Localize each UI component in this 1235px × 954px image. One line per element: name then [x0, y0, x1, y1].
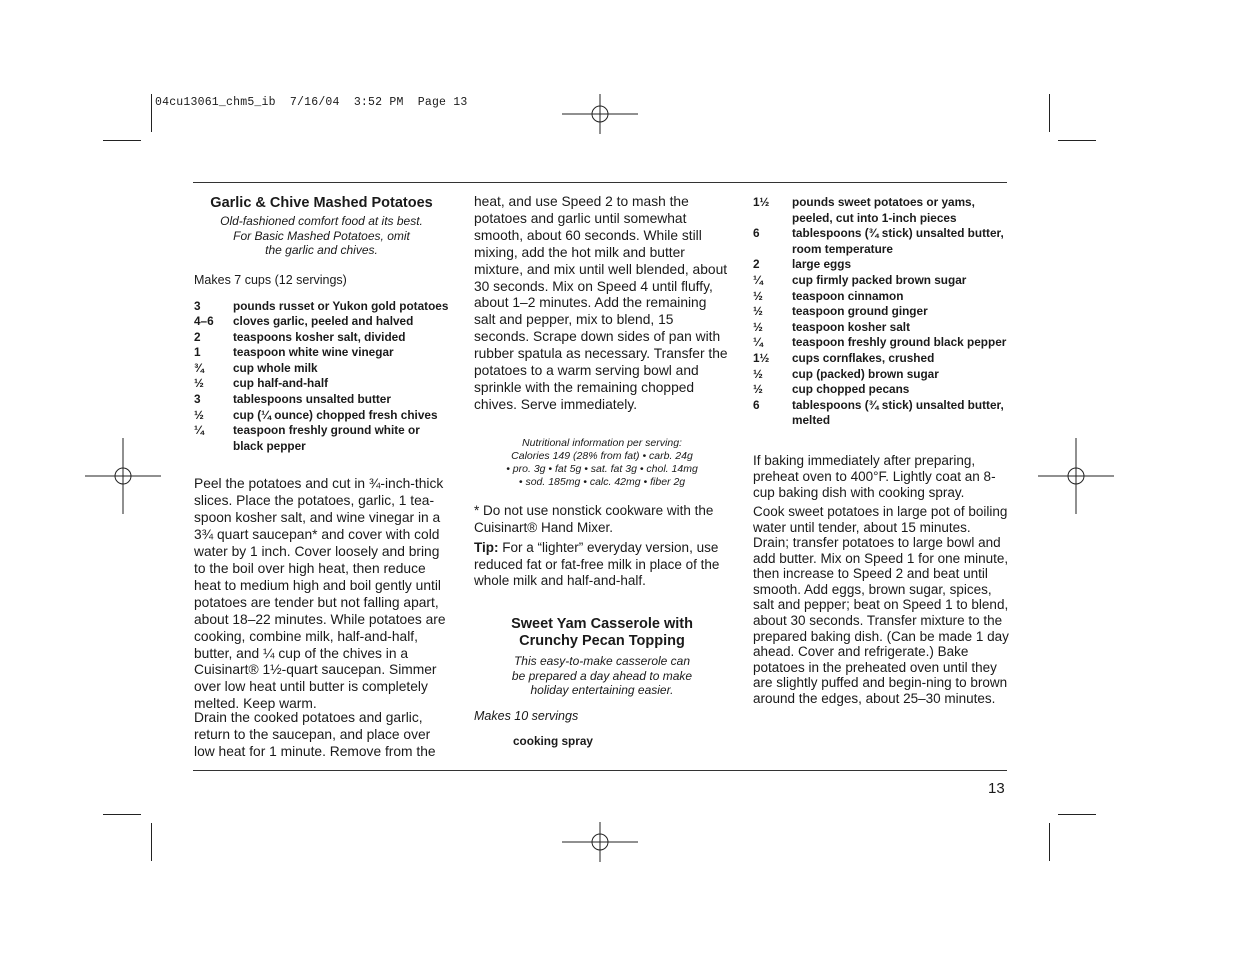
- column-3: [753, 192, 1009, 707]
- ingredient-row: 6 tablespoons (¾ stick) unsalted butter, melted: [753, 397, 1004, 428]
- recipe-1-ingredients: [194, 299, 449, 455]
- crop-mark-br-h: [1058, 814, 1096, 815]
- recipe-2-ingredients-b: [753, 195, 1009, 429]
- recipe-2-subtitle: This easy-to-make casserole can be prepared a day ahead to make holiday entertaining easier.: [511, 654, 693, 698]
- ingredient-row: ½ teaspoon kosher salt: [753, 319, 911, 334]
- registration-mark-top: [562, 76, 638, 152]
- crop-mark-tl-h: [103, 140, 141, 141]
- crop-mark-tr-v: [1049, 94, 1050, 132]
- ingredient-row: 1½ cups cornflakes, crushed: [753, 350, 935, 365]
- registration-mark-right: [1038, 438, 1114, 514]
- recipe-1-yield: Makes 7 cups (12 servings): [194, 272, 347, 287]
- recipe-1-footnote: * Do not use nonstick cookware with the Cuisinart® Hand Mixer.: [474, 502, 714, 535]
- recipe-2-directions-a: If baking immediately after preparing, preheat oven to 400°F. Lightly coat an 8-cup baking dish with cooking spray.: [753, 452, 996, 500]
- ingredient-row: ½ teaspoon ground ginger: [753, 304, 928, 319]
- recipe-1-directions-b: Drain the cooked potatoes and garlic, return to the saucepan, and place over low heat for 1 minute. Remove from the: [194, 710, 436, 759]
- ingredient-row: ½ cup (¼ ounce) chopped fresh chives: [194, 407, 438, 422]
- ingredient-row: cooking spray: [513, 733, 593, 748]
- ingredient-row: ½ cup chopped pecans: [753, 382, 910, 397]
- crop-mark-tl-v: [151, 94, 152, 132]
- ingredient-row: ¼ teaspoon freshly ground black pepper: [753, 335, 1007, 350]
- recipe-1-subtitle: Old-fashioned comfort food at its best. For Basic Mashed Potatoes, omit the garlic and chives.: [220, 214, 423, 257]
- ingredient-row: 3 pounds russet or Yukon gold potatoes: [194, 298, 449, 313]
- recipe-2-title: Sweet Yam Casserole with Crunchy Pecan Topping: [511, 616, 693, 650]
- recipe-1-title: Garlic & Chive Mashed Potatoes: [210, 195, 433, 211]
- ingredient-row: 4–6 cloves garlic, peeled and halved: [194, 314, 414, 329]
- ingredient-row: 1 teaspoon white wine vinegar: [194, 345, 394, 360]
- ingredient-row: ½ cup half-and-half: [194, 376, 329, 391]
- ingredient-row: ¼ cup firmly packed brown sugar: [753, 272, 967, 287]
- column-1: [194, 192, 449, 761]
- recipe-2-directions-b: Cook sweet potatoes in large pot of boiling water until tender, about 15 minutes. Drain; transfer potatoes to large bowl and add butter. Mix on Speed 1 for one minute, then increase to Speed 2 and beat until smooth. Add eggs, brown sugar, spices, salt and pepper; beat on Speed 1 to blend, about 30 seconds. Transfer mixture to the prepared baking dish. (Can be made 1 day ahead. Cover and refrigerate.) Bake potatoes in the preheated oven until they are slightly puffed and begin-ning to brown around the edges, about 25–30 minutes.: [753, 503, 1009, 707]
- bottom-rule: [193, 770, 1007, 771]
- tip-text: For a “lighter” everyday version, use reduced fat or fat-free milk in place of the whole milk and half-and-half.: [474, 539, 720, 589]
- ingredient-row: 1½ pounds sweet potatoes or yams, peeled, cut into 1-inch pieces: [753, 195, 975, 225]
- crop-mark-bl-v: [151, 823, 152, 861]
- ingredient-row: 2 large eggs: [753, 257, 852, 272]
- recipe-1-directions-a: Peel the potatoes and cut in ¾-inch-thick slices. Place the potatoes, garlic, 1 tea-spoon kosher salt, and wine vinegar in a 3¾ quart saucepan* and cover with cold water by 1 inch. Cover loosely and bring to the boil over high heat, then reduce heat to medium high and boil gently until potatoes are tender but not falling apart, about 18–22 minutes. While potatoes are cooking, combine milk, half-and-half, butter, and ¼ cup of the chives in a Cuisinart® 1½-quart saucepan. Simmer over low heat until butter is completely melted. Keep warm.: [194, 476, 446, 712]
- ingredient-row: 2 teaspoons kosher salt, divided: [194, 329, 406, 344]
- ingredient-row: ½ teaspoon cinnamon: [753, 288, 904, 303]
- tip-label: Tip:: [474, 539, 499, 555]
- crop-mark-br-v: [1049, 823, 1050, 861]
- ingredient-row: 3 tablespoons unsalted butter: [194, 392, 391, 407]
- ingredient-row: ¼ teaspoon freshly ground white or black pepper: [194, 423, 420, 453]
- ingredient-row: 6 tablespoons (¾ stick) unsalted butter, room temperature: [753, 226, 1004, 256]
- ingredient-row: ¾ cup whole milk: [194, 360, 318, 375]
- recipe-1-nutrition: Nutritional information per serving: Calories 149 (28% from fat) • carb. 24g • pro. 3g • fat 5g • sat. fat 3g • chol. 14mg • sod. 185mg • calc. 42mg • fiber 2g: [506, 436, 698, 488]
- recipe-1-directions-c: heat, and use Speed 2 to mash the potatoes and garlic until somewhat smooth, about 60 seconds. While still mixing, add the hot milk and butter mixture, and mix until well blended, about 30 seconds. Mix on Speed 4 until fluffy, about 1–2 minutes. Add the remaining salt and pepper, mix to blend, 15 seconds. Scrape down sides of pan with rubber spatula as necessary. Transfer the potatoes to a warm serving bowl and sprinkle with the remaining chopped chives. Serve immediately.: [474, 194, 728, 412]
- recipe-2-yield: Makes 10 servings: [474, 708, 579, 723]
- column-2: [474, 192, 730, 749]
- crop-mark-tr-h: [1058, 140, 1096, 141]
- print-slug: 04cu13061_chm5_ib 7/16/04 3:52 PM Page 13: [155, 96, 468, 109]
- page-number: 13: [988, 780, 1005, 797]
- ingredient-row: ½ cup (packed) brown sugar: [753, 366, 939, 381]
- registration-mark-bottom: [562, 804, 638, 880]
- recipe-2-ingredients-a: [474, 734, 730, 750]
- registration-mark-left: [85, 438, 161, 514]
- crop-mark-bl-h: [103, 814, 141, 815]
- recipe-1-tip: [474, 540, 730, 591]
- top-rule: [193, 182, 1007, 183]
